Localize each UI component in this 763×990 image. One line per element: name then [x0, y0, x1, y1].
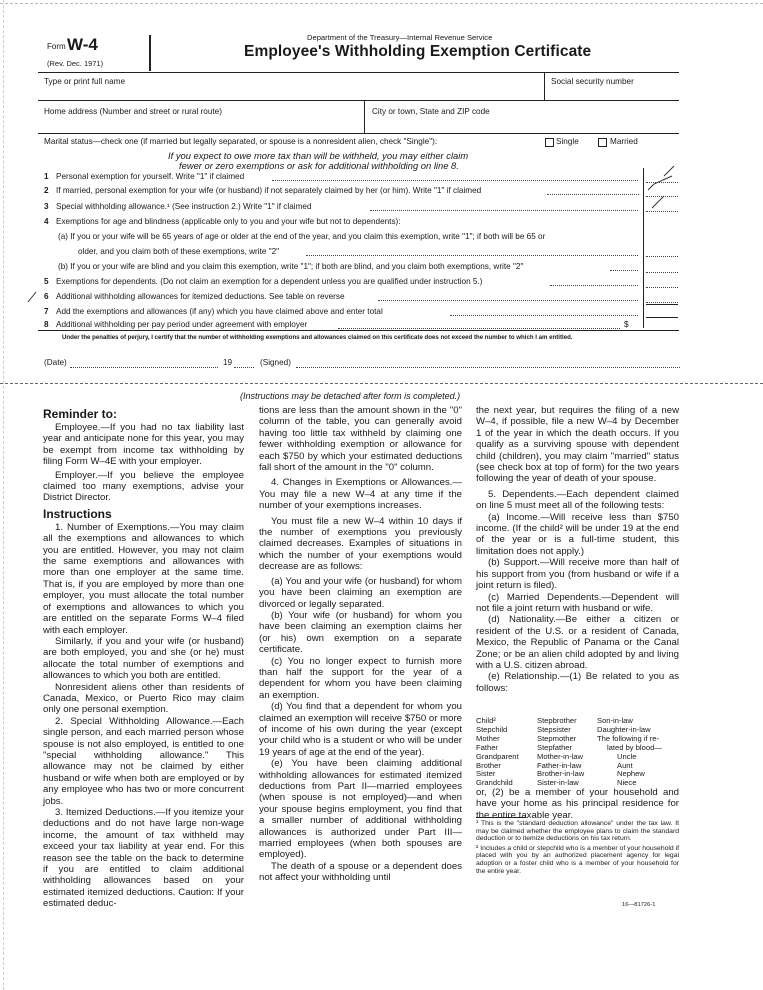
line-3-text: Special withholding allowance.¹ (See instruction 2.) Write "1" if claimed [56, 202, 312, 211]
reminder-employer: Employer.—If you believe the employee claimed too many exemptions, advise your District Director. [43, 469, 244, 504]
check-line-1 [664, 166, 674, 176]
instructions-column-2 [259, 405, 462, 884]
instructions-column-3 [476, 405, 679, 694]
instruction-5-d: (d) Nationality.—Be either a citizen or resident of the U.S. or a resident of Canada, Mexico, the Republic of Panama or the Canal Zone; or be an alien child adopted by and living with a U.S. citizen abroad. [476, 614, 679, 671]
page-title: Employee's Withholding Exemption Certificate [244, 43, 592, 60]
instruction-4: 4. Changes in Exemptions or Allowances.—You may file a new W–4 at any time if the number of your exemptions increases. [259, 477, 462, 512]
revision-date: (Rev. Dec. 1971) [47, 59, 104, 68]
relationship-item: The following if re- [597, 733, 660, 743]
instruction-4-d: (d) You find that a dependent for whom you claimed an exemption will receive $750 or more of income of his own during the year (except your child who is a student or who will be under 19 years of age at the end of the year). [259, 701, 462, 758]
form-label: Form [47, 42, 66, 51]
ssn-label: Social security number [551, 77, 634, 86]
city-label: City or town, State and ZIP code [372, 107, 490, 116]
footnote-rule [476, 817, 526, 818]
reminder-employee: Employee.—If you had no tax liability last year and anticipate none for this year, you may be exempt from income tax withholding by filing Form W–4E with your employer. [43, 422, 244, 468]
line-8-currency: $ [624, 320, 629, 329]
footnote-2: ² Includes a child or stepchild who is a member of your household if placed with you by an authorized placement agency for legal adoption or a foster child who is a member of your household for the entire year. [476, 844, 679, 875]
department: Department of the Treasury—Internal Revenue Service [307, 33, 493, 42]
form-number: W-4 [67, 35, 98, 54]
relationship-household: or, (2) be a member of your household and have your home as his principal residence for the entire taxable year. [476, 787, 679, 821]
check-line-3 [652, 196, 664, 208]
instruction-4-c: (c) You no longer expect to furnish more than half the support for the year of a dependent for whom you have been claiming an exemption. [259, 655, 462, 701]
instruction-5: 5. Dependents.—Each dependent claimed on line 5 must meet all of the following tests: [476, 488, 679, 512]
instruction-1-nonresident: Nonresident aliens other than residents of Canada, Mexico, or Puerto Rico may claim only one personal exemption. [43, 681, 244, 716]
instruction-1: 1. Number of Exemptions.—You may claim all the exemptions and allowances to which you are entitled. However, you may not claim the same exemptions and allowances with more than one employer at the same time. That is, if you are employed by more than one employer, you must allocate the total number of exemptions and allowances to which you are entitled on the separate Forms W–4 filed with each employer. [43, 521, 244, 636]
form-code: 16—81726-1 [622, 902, 656, 908]
instructions-column-1 [43, 404, 244, 910]
signed-label: (Signed) [260, 358, 291, 367]
instruction-5-c: (c) Married Dependents.—Dependent will not file a joint return with husband or wife. [476, 591, 679, 614]
instruction-5-a: (a) Income.—Will receive less than $750 income. (If the child² will be under 19 at the end of the year or is a full-time student, this limitation does not apply.) [476, 511, 679, 557]
relationship-item: Stepmother [537, 733, 577, 743]
line-4-text: Exemptions for age and blindness (applicable only to you and your wife but not to dependents): [56, 217, 401, 226]
col3-continuation: the next year, but requires the filing of a new W–4, if possible, file a new W–4 by December 1 of the year in which the death occurs. If you qualify as a surviving spouse with dependent child (children), you may claim "married" status (see check box at top of form) for the two years following the year of death of your spouse. [476, 405, 679, 485]
marital-status-text: Marital status—check one (if married but legally separated, or spouse is a nonresident alien, check "Single"): [44, 137, 438, 146]
relationship-item: Mother-in-law [537, 751, 583, 761]
relationship-item: Son-in-law [597, 716, 633, 725]
line-4b-text: (b) If you or your wife are blind and you claim this exemption, write "1"; if both are blind, and you claim both exemptions, write "2" [58, 262, 524, 271]
line-7-text: Add the exemptions and allowances (if any) which you have claimed above and enter total [56, 307, 383, 316]
footnotes [476, 820, 679, 875]
relationship-item: Mother [476, 733, 500, 743]
line-3-number: 3 [44, 202, 49, 211]
date-label: (Date) [44, 358, 67, 367]
instruction-note-line2: fewer or zero exemptions or ask for additional withholding on line 8. [179, 160, 459, 171]
line-4a-text-2: older, and you claim both of these exemptions, write "2" [78, 247, 280, 256]
line-6-text: Additional withholding allowances for itemized deductions. See table on reverse [56, 292, 345, 301]
single-label: Single [556, 137, 579, 146]
relationship-item: Sister [476, 769, 496, 779]
penalty-statement: Under the penalties of perjury, I certify that the number of withholding exemptions and allowances claimed on this certificate does not exceed the number to which I am entitled. [62, 334, 573, 341]
line-2-number: 2 [44, 186, 49, 195]
year-field[interactable] [234, 367, 254, 368]
relationship-item: Brother-in-law [537, 769, 585, 779]
instructions-heading: Instructions [43, 506, 112, 521]
relationship-item: Child² [476, 716, 496, 725]
line-5-text: Exemptions for dependents. (Do not claim an exemption for a dependent unless you are qualified under instruction 5.) [56, 277, 483, 286]
instruction-note-line1: If you expect to owe more tax than will be withheld, you may either claim [168, 150, 469, 161]
col2-continuation: tions are less than the amount shown in the "0" column of the table, you can generally avoid having too little tax withheld by claiming one fewer withholding exemption or allowance for each $750 by which your estimated deductions fall short of the amount in the "0" column. [259, 405, 462, 474]
relationship-item: Stepchild [476, 724, 508, 734]
relationship-item: Stepbrother [537, 716, 577, 725]
relationship-item: Stepfather [537, 742, 573, 752]
instruction-4-must-file: You must file a new W–4 within 10 days if the number of exemptions you previously claimed decreases. Examples of situations in which the number of your exemptions would decrease are as follows: [259, 515, 462, 573]
relationship-item: Sister-in-law [537, 778, 579, 788]
line-7-number: 7 [44, 307, 49, 316]
line-2-text: If married, personal exemption for your wife (or husband) if not separately claimed by her (or him). Write "1" if claimed [56, 186, 482, 195]
instruction-5-e: (e) Relationship.—(1) Be related to you as follows: [476, 671, 679, 694]
instruction-4-death: The death of a spouse or a dependent does not affect your withholding until [259, 860, 462, 884]
relationship-item: Father [476, 742, 498, 752]
relationship-col-3 [597, 717, 662, 788]
relationship-item: Grandparent [476, 751, 519, 761]
relationship-item: Daughter-in-law [597, 724, 651, 734]
instruction-4-e: (e) You have been claiming additional withholding allowances for estimated itemized deductions from Part II—married employees (when spouse is not employed)—and when your spouse begins employment, you find that a smaller number of additional withholding allowances is authorized under Part III—married employees (when both spouses are employed). [259, 758, 462, 861]
check-line-2 [648, 176, 672, 190]
check-margin-6 [28, 292, 36, 302]
relationship-item: Nephew [617, 769, 645, 779]
relationship-col-1 [476, 717, 519, 788]
line-4-number: 4 [44, 217, 49, 226]
reminder-heading: Reminder to: [43, 407, 118, 421]
married-label: Married [610, 137, 638, 146]
instruction-4-b: (b) Your wife (or husband) for whom you have been claiming an exemption claims her (or his) own exemption on a separate certificate. [259, 609, 462, 656]
instruction-4-a: (a) You and your wife (or husband) for whom you have been claiming an exemption are divorced or legally separated. [259, 575, 462, 610]
instruction-5-b: (b) Support.—Will receive more than half of his support from you (from husband or wife if a joint return is filed). [476, 557, 679, 592]
line-8-number: 8 [44, 320, 49, 329]
line-5-number: 5 [44, 277, 49, 286]
relationship-item: Aunt [617, 760, 633, 770]
line-1-text: Personal exemption for yourself. Write "1" if claimed [56, 172, 245, 181]
address-label: Home address (Number and street or rural route) [44, 107, 222, 116]
year-label: 19 [223, 358, 233, 367]
detach-note: (Instructions may be detached after form is completed.) [240, 391, 461, 401]
line-1-number: 1 [44, 172, 49, 181]
relationship-item: Grandchild [476, 778, 513, 788]
relationship-item: lated by blood— [607, 742, 662, 752]
line-8-text: Additional withholding per pay period under agreement with employer [56, 320, 308, 329]
relationship-item: Father-in-law [537, 760, 582, 770]
instruction-3: 3. Itemized Deductions.—If you itemize your deductions and do not have large non-wage income, the amount of tax withheld may exceed your tax liability at year end. For this reason see the table on the back to determine if you are entitled to claim additional withholding allowances based on your estimated itemized deductions. Caution: If your estimated deduc- [43, 807, 244, 910]
name-label: Type or print full name [44, 77, 126, 86]
relationship-col-2 [537, 717, 584, 788]
relationship-item: Uncle [617, 751, 637, 761]
instruction-2: 2. Special Withholding Allowance.—Each single person, and each married person whose spouse is not also employed, is entitled to one "special withholding allowance." This allowance may not be claimed by either husband or wife when both are employed or by any employee who has two or more concurrent jobs. [43, 715, 244, 807]
line-6-number: 6 [44, 292, 49, 301]
line-4a-text-1: (a) If you or your wife will be 65 years of age or older at the end of the year, and you claim this exemption, write "1"; if both will be 65 or [58, 232, 546, 241]
relationship-item: Brother [476, 760, 501, 770]
relationship-item: Stepsister [537, 724, 571, 734]
signature-field[interactable] [296, 367, 680, 368]
footnote-1: ¹ This is the "standard deduction allowance" under the tax law. It may be claimed whether the employee plans to claim the standard deduction or to itemize deductions on his tax return. [476, 820, 679, 843]
relationship-item: Niece [617, 778, 637, 788]
instruction-1-similarly: Similarly, if you and your wife (or husband) are both employed, you and she (or he) must allocate the total number of exemptions and allowances to which you both are entitled. [43, 635, 244, 682]
date-field[interactable] [70, 367, 218, 368]
